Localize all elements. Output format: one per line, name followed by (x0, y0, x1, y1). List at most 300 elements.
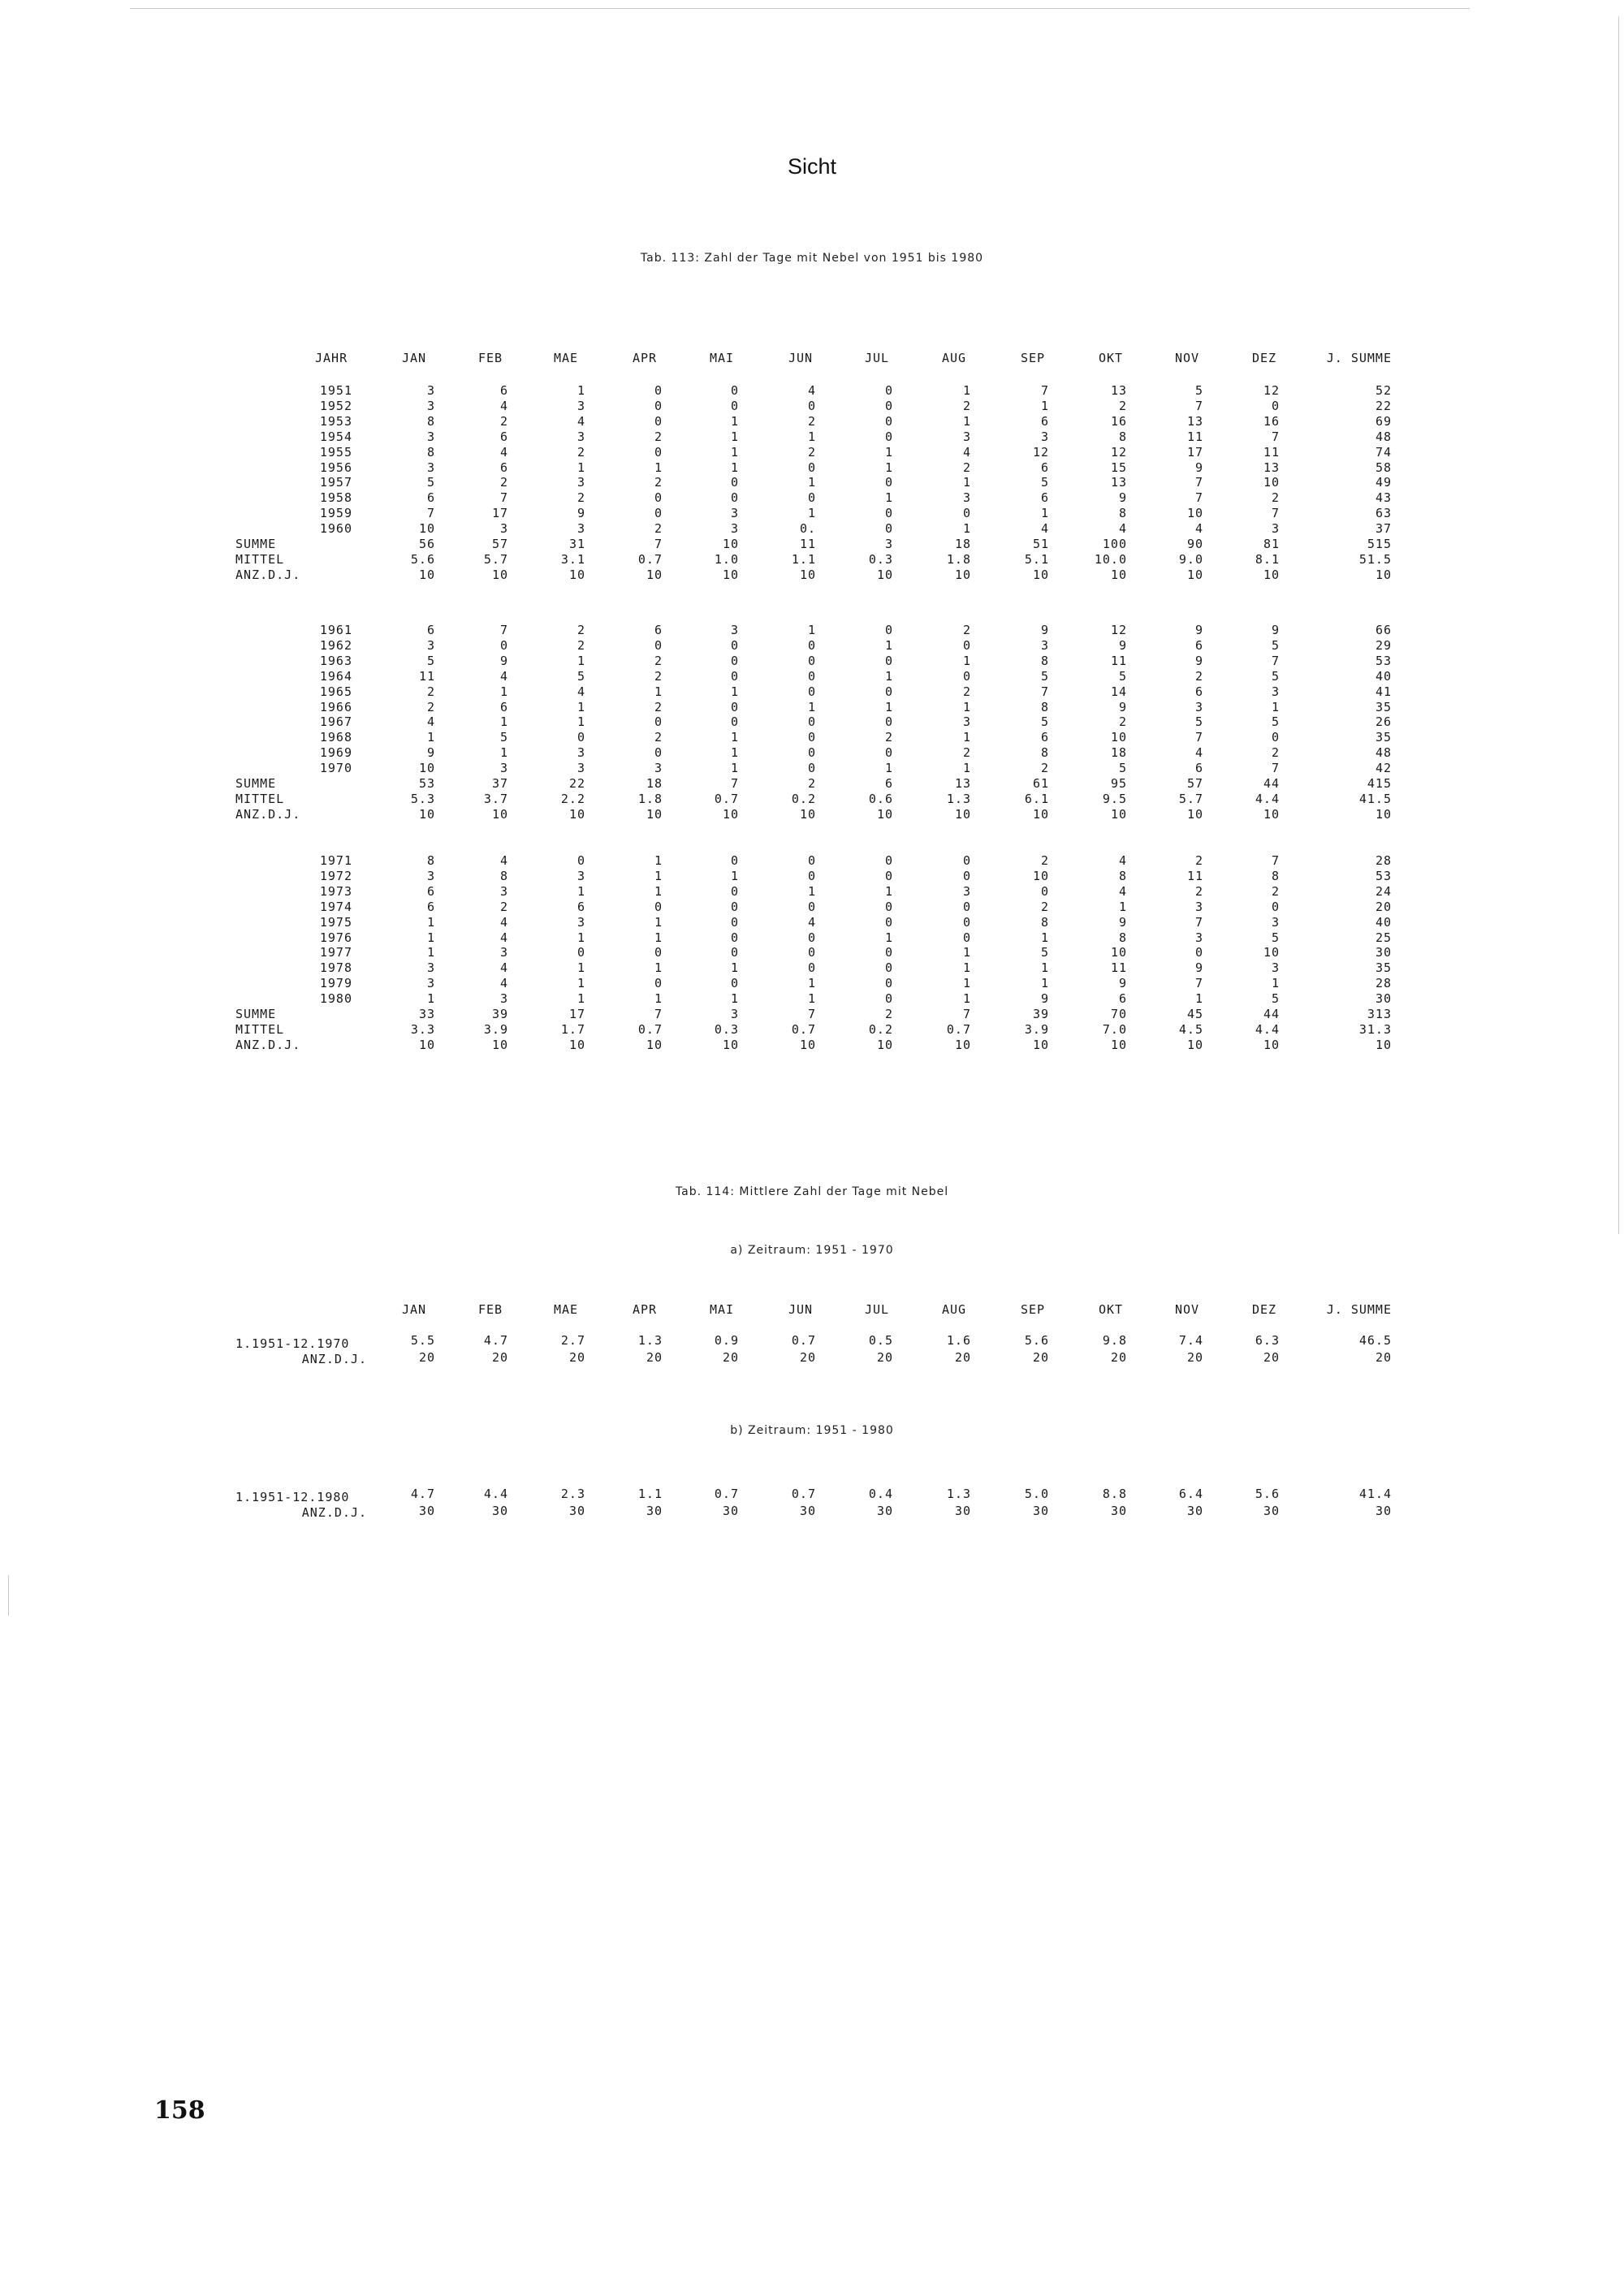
summary-cell: 10 (1186, 806, 1203, 822)
table-cell: 2 (962, 623, 971, 637)
table-cell: 9 (1271, 623, 1280, 637)
table-cell: 0 (884, 383, 893, 398)
section-title: Sicht (787, 154, 837, 179)
table-cell: 0 (884, 398, 893, 413)
count-cell: 20 (646, 1349, 663, 1365)
table-cell: 6 (1118, 991, 1127, 1007)
table-cell: 1 (730, 730, 739, 745)
table-cell: 0 (730, 945, 739, 960)
table-cell: 1 (730, 991, 739, 1007)
summary-cell: 3.9 (1024, 1021, 1049, 1037)
table-cell: 0 (654, 383, 663, 398)
table-cell: 0 (654, 714, 663, 730)
table-cell: 2 (1118, 714, 1127, 730)
summary-cell: 10 (418, 567, 435, 582)
table-cell: 2 (577, 623, 585, 637)
count-cell: 20 (1110, 1349, 1127, 1365)
table-cell: 0 (962, 668, 971, 684)
table-cell: 1 (577, 883, 585, 899)
table-cell: 17 (1186, 444, 1203, 460)
table-cell: 9 (1118, 976, 1127, 991)
table-cell: 0 (962, 899, 971, 914)
table-cell: 11 (1110, 960, 1127, 976)
table-cell: 1 (962, 521, 971, 537)
table-cell: 0 (730, 853, 739, 868)
summary-cell: 70 (1110, 1007, 1127, 1021)
table-cell: 9 (1194, 460, 1203, 475)
summary-cell: 39 (1032, 1007, 1049, 1021)
year-label: 1971 (319, 853, 352, 868)
count-cell: 30 (1186, 1503, 1203, 1518)
table-cell: 0 (807, 637, 816, 653)
period-range-label: 1.1951-12.1980 (235, 1490, 350, 1504)
table-cell: 7 (1194, 475, 1203, 490)
summary-cell: 10 (491, 567, 508, 582)
count-cell: 30 (568, 1503, 585, 1518)
summary-cell: 515 (1367, 537, 1392, 551)
table-cell: 0 (807, 868, 816, 883)
table-cell: 6 (654, 623, 663, 637)
mean-cell: 0.4 (868, 1487, 893, 1501)
count-cell: 30 (418, 1503, 435, 1518)
table-cell: 2 (1194, 883, 1203, 899)
column-header: APR (632, 1302, 658, 1317)
table-cell: 1 (730, 761, 739, 776)
table-cell: 69 (1375, 413, 1392, 429)
column-header: AUG (941, 351, 967, 365)
table-cell: 5 (499, 730, 508, 745)
table-cell: 1 (807, 991, 816, 1007)
table-cell: 7 (1271, 761, 1280, 776)
table-cell: 5 (1118, 668, 1127, 684)
table-cell: 8 (1040, 914, 1049, 930)
table-cell: 49 (1375, 475, 1392, 490)
summary-cell: 100 (1102, 537, 1127, 551)
table-cell: 1 (577, 991, 585, 1007)
table-cell: 1 (577, 714, 585, 730)
table-cell: 1 (1040, 398, 1049, 413)
table-cell: 3 (1194, 899, 1203, 914)
summary-cell: 10 (1032, 1037, 1049, 1052)
table-cell: 1 (730, 868, 739, 883)
table-cell: 0 (730, 653, 739, 668)
summary-cell: 9.5 (1102, 791, 1127, 806)
summary-cell: 7 (730, 776, 739, 791)
table-cell: 0 (807, 899, 816, 914)
year-label: 1957 (319, 475, 352, 490)
table-cell: 3 (962, 714, 971, 730)
table-cell: 1 (654, 684, 663, 699)
table-cell: 1 (884, 930, 893, 945)
table-cell: 1 (577, 930, 585, 945)
table-cell: 0 (499, 637, 508, 653)
table-cell: 2 (577, 490, 585, 506)
year-label: 1952 (319, 398, 352, 413)
table-cell: 1 (807, 475, 816, 490)
table-cell: 1 (962, 475, 971, 490)
table-cell: 1 (426, 945, 435, 960)
year-label: 1964 (319, 668, 352, 684)
table-cell: 3 (499, 761, 508, 776)
summary-cell: 3.9 (483, 1021, 508, 1037)
count-cell: 30 (646, 1503, 663, 1518)
summary-cell: 57 (491, 537, 508, 551)
table-cell: 3 (577, 521, 585, 537)
count-cell: 20 (876, 1349, 893, 1365)
table-cell: 0 (807, 460, 816, 475)
summary-cell: 10 (954, 567, 971, 582)
table-cell: 6 (1040, 730, 1049, 745)
count-cell: 30 (722, 1503, 739, 1518)
mean-cell: 4.7 (410, 1487, 435, 1501)
table-cell: 24 (1375, 883, 1392, 899)
table-cell: 7 (1194, 490, 1203, 506)
table-cell: 10 (1186, 506, 1203, 521)
summary-cell: 10 (722, 806, 739, 822)
summary-cell: 10 (954, 806, 971, 822)
summary-cell: 0.2 (791, 791, 816, 806)
table-cell: 4 (426, 714, 435, 730)
summary-cell: 61 (1032, 776, 1049, 791)
summary-label: SUMME (235, 776, 277, 791)
table-cell: 18 (1110, 745, 1127, 761)
table-cell: 3 (426, 868, 435, 883)
table-cell: 5 (1040, 475, 1049, 490)
count-cell: 30 (1375, 1503, 1392, 1518)
year-label: 1962 (319, 637, 352, 653)
table-cell: 0 (730, 699, 739, 714)
table-cell: 0 (730, 930, 739, 945)
table-113-caption: Tab. 113: Zahl der Tage mit Nebel von 1951 bis 1980 (640, 252, 984, 265)
table-cell: 0 (654, 413, 663, 429)
table-cell: 2 (807, 444, 816, 460)
summary-cell: 7 (654, 537, 663, 551)
table-cell: 11 (1263, 444, 1280, 460)
summary-cell: 10 (1186, 567, 1203, 582)
year-label: 1960 (319, 521, 352, 537)
table-cell: 26 (1375, 714, 1392, 730)
summary-cell: 6.1 (1024, 791, 1049, 806)
mean-cell: 0.7 (791, 1487, 816, 1501)
column-header: SEP (1020, 1302, 1046, 1317)
mean-cell: 41.4 (1358, 1487, 1392, 1501)
table-cell: 3 (730, 506, 739, 521)
year-label: 1975 (319, 914, 352, 930)
summary-cell: 7 (962, 1007, 971, 1021)
table-cell: 4 (499, 914, 508, 930)
summary-cell: 31.3 (1358, 1021, 1392, 1037)
summary-cell: 2.2 (560, 791, 585, 806)
count-cell: 30 (954, 1503, 971, 1518)
table-cell: 5 (1271, 930, 1280, 945)
summary-cell: 10 (1110, 806, 1127, 822)
table-cell: 48 (1375, 745, 1392, 761)
mean-cell: 8.8 (1102, 1487, 1127, 1501)
table-cell: 3 (577, 745, 585, 761)
table-cell: 8 (426, 444, 435, 460)
table-cell: 3 (499, 521, 508, 537)
column-header: DEZ (1251, 1302, 1277, 1317)
table-cell: 1 (654, 868, 663, 883)
column-header: MAI (709, 351, 735, 365)
table-cell: 6 (426, 623, 435, 637)
table-cell: 4 (807, 914, 816, 930)
summary-cell: 0.6 (868, 791, 893, 806)
column-header: NOV (1174, 351, 1200, 365)
table-cell: 10 (1032, 868, 1049, 883)
period-subtitle: a) Zeitraum: 1951 - 1970 (730, 1244, 894, 1257)
table-cell: 3 (499, 991, 508, 1007)
summary-cell: 51 (1032, 537, 1049, 551)
summary-cell: 44 (1263, 776, 1280, 791)
table-cell: 1 (499, 714, 508, 730)
column-header: SEP (1020, 351, 1046, 365)
table-cell: 14 (1110, 684, 1127, 699)
table-cell: 1 (730, 444, 739, 460)
period-count-label: ANZ.D.J. (301, 1351, 367, 1366)
mean-cell: 6.4 (1178, 1487, 1203, 1501)
summary-cell: 11 (799, 537, 816, 551)
summary-cell: 3 (884, 537, 893, 551)
table-cell: 0 (807, 490, 816, 506)
table-cell: 7 (1271, 853, 1280, 868)
table-cell: 0 (807, 761, 816, 776)
year-label: 1977 (319, 945, 352, 960)
table-cell: 1 (884, 668, 893, 684)
table-cell: 2 (1194, 853, 1203, 868)
table-cell: 0 (1271, 730, 1280, 745)
year-label: 1959 (319, 506, 352, 521)
year-label: 1961 (319, 623, 352, 637)
mean-cell: 6.3 (1255, 1333, 1280, 1348)
table-cell: 3 (962, 490, 971, 506)
table-cell: 0 (730, 398, 739, 413)
page-number: 158 (154, 2096, 205, 2125)
summary-cell: 10 (646, 567, 663, 582)
count-cell: 30 (1110, 1503, 1127, 1518)
summary-cell: 4.4 (1255, 1021, 1280, 1037)
table-cell: 5 (1194, 714, 1203, 730)
table-cell: 13 (1186, 413, 1203, 429)
table-cell: 28 (1375, 976, 1392, 991)
table-cell: 3 (730, 521, 739, 537)
summary-cell: 37 (491, 776, 508, 791)
table-cell: 3 (1271, 960, 1280, 976)
year-label: 1956 (319, 460, 352, 475)
table-cell: 0 (962, 930, 971, 945)
table-cell: 9 (1118, 490, 1127, 506)
count-cell: 30 (491, 1503, 508, 1518)
table-cell: 1 (884, 699, 893, 714)
summary-label: MITTEL (235, 1021, 285, 1037)
table-cell: 2 (1040, 761, 1049, 776)
scan-edge-right (1618, 16, 1619, 1234)
table-cell: 1 (730, 745, 739, 761)
table-cell: 0 (962, 868, 971, 883)
column-header: JAN (401, 351, 427, 365)
table-cell: 1 (962, 976, 971, 991)
summary-label: ANZ.D.J. (235, 806, 301, 822)
table-cell: 48 (1375, 429, 1392, 444)
table-cell: 1 (577, 460, 585, 475)
summary-cell: 18 (954, 537, 971, 551)
table-cell: 0 (807, 745, 816, 761)
table-cell: 5 (1040, 945, 1049, 960)
table-cell: 3 (499, 945, 508, 960)
table-cell: 3 (426, 383, 435, 398)
mean-cell: 0.5 (868, 1333, 893, 1348)
table-cell: 0 (884, 506, 893, 521)
table-cell: 1 (426, 914, 435, 930)
summary-cell: 1.8 (946, 551, 971, 567)
table-cell: 7 (1271, 429, 1280, 444)
count-cell: 20 (1032, 1349, 1049, 1365)
table-cell: 66 (1375, 623, 1392, 637)
table-cell: 3 (1271, 914, 1280, 930)
period-count-label: ANZ.D.J. (301, 1504, 367, 1520)
summary-cell: 90 (1186, 537, 1203, 551)
summary-cell: 10 (646, 806, 663, 822)
table-cell: 6 (1194, 761, 1203, 776)
table-cell: 17 (491, 506, 508, 521)
table-cell: 5 (1194, 383, 1203, 398)
summary-cell: 415 (1367, 776, 1392, 791)
table-cell: 1 (884, 460, 893, 475)
table-cell: 1 (730, 960, 739, 976)
summary-cell: 0.2 (868, 1021, 893, 1037)
table-cell: 0 (730, 899, 739, 914)
summary-cell: 81 (1263, 537, 1280, 551)
table-cell: 15 (1110, 460, 1127, 475)
table-cell: 4 (1118, 521, 1127, 537)
table-cell: 0 (807, 853, 816, 868)
table-cell: 4 (499, 976, 508, 991)
summary-cell: 1.8 (637, 791, 663, 806)
table-cell: 9 (499, 653, 508, 668)
table-cell: 3 (577, 914, 585, 930)
table-cell: 8 (1040, 653, 1049, 668)
table-cell: 22 (1375, 398, 1392, 413)
table-cell: 25 (1375, 930, 1392, 945)
table-cell: 11 (1110, 653, 1127, 668)
table-cell: 1 (577, 699, 585, 714)
table-cell: 1 (730, 460, 739, 475)
mean-cell: 5.6 (1024, 1333, 1049, 1348)
table-cell: 3 (426, 398, 435, 413)
table-cell: 0 (807, 684, 816, 699)
table-cell: 0 (884, 714, 893, 730)
mean-cell: 7.4 (1178, 1333, 1203, 1348)
column-header: FEB (477, 1302, 503, 1317)
mean-cell: 4.4 (483, 1487, 508, 1501)
table-cell: 2 (654, 668, 663, 684)
table-cell: 0 (884, 914, 893, 930)
summary-cell: 10 (799, 1037, 816, 1052)
table-cell: 0 (807, 714, 816, 730)
table-cell: 0 (884, 623, 893, 637)
table-cell: 0 (577, 945, 585, 960)
table-cell: 4 (1118, 853, 1127, 868)
table-cell: 1 (577, 653, 585, 668)
year-label: 1954 (319, 429, 352, 444)
column-header: J. SUMME (1326, 1302, 1392, 1317)
table-cell: 1 (426, 930, 435, 945)
column-header: JUL (864, 1302, 890, 1317)
table-cell: 0 (577, 730, 585, 745)
summary-cell: 10 (799, 567, 816, 582)
year-label: 1970 (319, 761, 352, 776)
table-cell: 2 (654, 521, 663, 537)
scan-edge-left (8, 1575, 9, 1616)
table-cell: 9 (1118, 914, 1127, 930)
table-cell: 6 (1194, 684, 1203, 699)
year-label: 1951 (319, 383, 352, 398)
count-cell: 20 (568, 1349, 585, 1365)
table-cell: 1 (577, 960, 585, 976)
table-cell: 6 (1040, 413, 1049, 429)
table-cell: 2 (654, 429, 663, 444)
table-cell: 0 (884, 521, 893, 537)
table-cell: 0 (730, 668, 739, 684)
table-cell: 6 (499, 699, 508, 714)
table-cell: 37 (1375, 521, 1392, 537)
summary-label: SUMME (235, 1007, 277, 1021)
table-cell: 1 (1271, 699, 1280, 714)
table-cell: 0 (1194, 945, 1203, 960)
table-cell: 2 (962, 460, 971, 475)
table-cell: 7 (1271, 506, 1280, 521)
column-header: JUL (864, 351, 890, 365)
table-cell: 16 (1110, 413, 1127, 429)
summary-cell: 41.5 (1358, 791, 1392, 806)
summary-cell: 6 (884, 776, 893, 791)
table-cell: 10 (1263, 945, 1280, 960)
summary-cell: 45 (1186, 1007, 1203, 1021)
table-cell: 1 (962, 991, 971, 1007)
column-header: JAHR (315, 351, 348, 365)
table-cell: 3 (730, 623, 739, 637)
mean-cell: 0.7 (714, 1487, 739, 1501)
table-cell: 1 (1118, 899, 1127, 914)
table-cell: 2 (499, 413, 508, 429)
table-cell: 1 (577, 976, 585, 991)
year-label: 1979 (319, 976, 352, 991)
count-cell: 30 (876, 1503, 893, 1518)
table-cell: 9 (1118, 637, 1127, 653)
table-cell: 10 (1110, 730, 1127, 745)
mean-cell: 1.1 (637, 1487, 663, 1501)
table-cell: 0 (730, 714, 739, 730)
table-cell: 3 (1040, 429, 1049, 444)
table-cell: 4 (499, 960, 508, 976)
summary-cell: 3.7 (483, 791, 508, 806)
summary-cell: 95 (1110, 776, 1127, 791)
table-cell: 1 (884, 444, 893, 460)
year-label: 1976 (319, 930, 352, 945)
table-cell: 9 (1040, 623, 1049, 637)
summary-cell: 10 (1263, 806, 1280, 822)
summary-label: ANZ.D.J. (235, 567, 301, 582)
table-cell: 2 (499, 475, 508, 490)
summary-cell: 5.7 (1178, 791, 1203, 806)
summary-label: MITTEL (235, 551, 285, 567)
summary-cell: 1.7 (560, 1021, 585, 1037)
table-cell: 4 (1194, 745, 1203, 761)
mean-cell: 1.6 (946, 1333, 971, 1348)
summary-cell: 7 (807, 1007, 816, 1021)
table-cell: 2 (1271, 883, 1280, 899)
mean-cell: 46.5 (1358, 1333, 1392, 1348)
